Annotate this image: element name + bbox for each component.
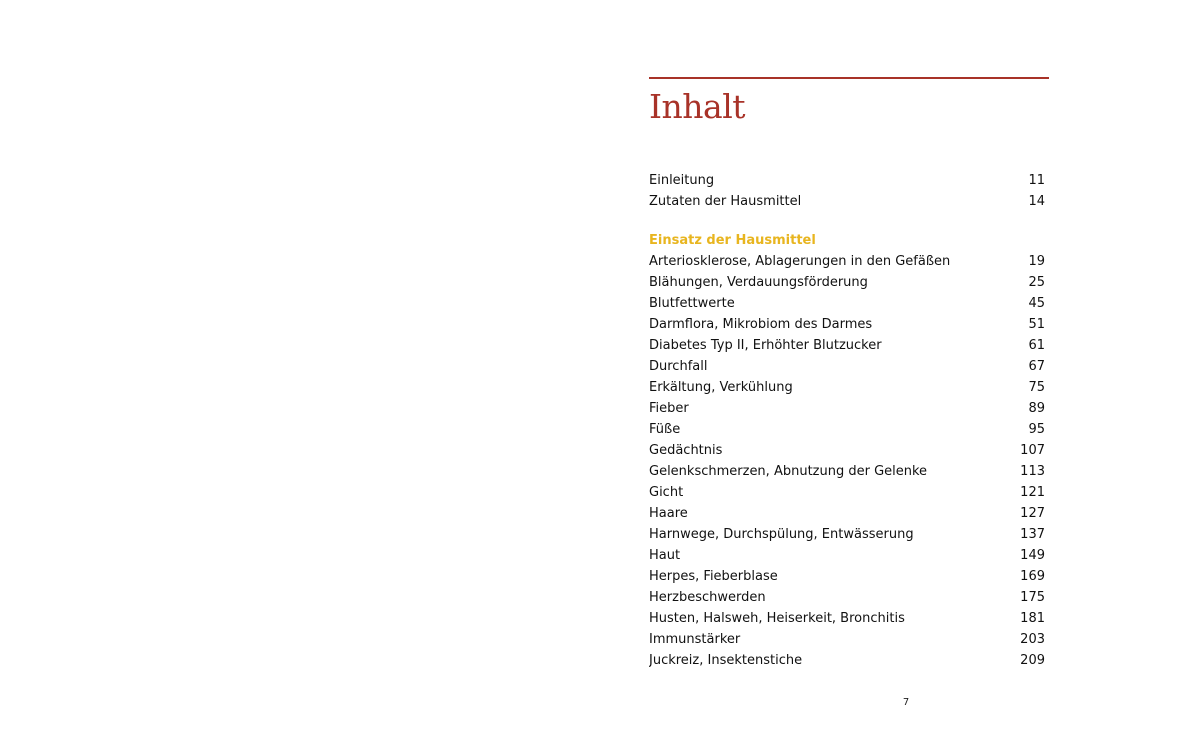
toc-entry-page: 137 [1020,527,1045,542]
toc-entry [649,650,1045,671]
toc-entry [649,482,1045,503]
toc-entry-page: 61 [1028,338,1045,353]
toc-entry-label: Erkältung, Verkühlung [649,380,793,395]
toc-entry [649,419,1045,440]
toc-entry [649,440,1045,461]
toc-entry [649,398,1045,419]
page-title: Inhalt [649,87,746,126]
toc-entry-label: Juckreiz, Insektenstiche [649,653,803,668]
toc-entry-page: 45 [1028,296,1045,311]
toc-entry-label: Arteriosklerose, Ablagerungen in den Gefäßen [649,254,951,269]
toc-entry-page: 149 [1020,548,1045,563]
toc-entry-label: Einleitung [649,173,715,188]
toc-entry [649,191,1045,212]
toc-entry-label: Haare [649,506,688,521]
toc-entry-label: Füße [649,422,681,437]
toc-entry [649,587,1045,608]
toc-entry-label: Harnwege, Durchspülung, Entwässerung [649,527,914,542]
toc-entry [649,524,1045,545]
toc-entry [649,608,1045,629]
toc-entry-label: Fieber [649,401,689,416]
toc-entry-page: 107 [1020,443,1045,458]
toc-entry-label: Diabetes Typ II, Erhöhter Blutzucker [649,338,882,353]
toc-entry-page: 11 [1028,173,1045,188]
toc-entry-label: Herpes, Fieberblase [649,569,778,584]
toc-entry [649,251,1045,272]
toc-entry-label: Herzbeschwerden [649,590,766,605]
toc-section-entries [649,251,1045,671]
toc-entry-page: 75 [1028,380,1045,395]
toc-entry-page: 127 [1020,506,1045,521]
toc-entry-label: Gedächtnis [649,443,723,458]
toc-entry-page: 14 [1028,194,1045,209]
toc-entry [649,503,1045,524]
toc-entry-page: 19 [1028,254,1045,269]
toc-entry-page: 181 [1020,611,1045,626]
toc-entry-label: Zutaten der Hausmittel [649,194,802,209]
toc-entry-label: Husten, Halsweh, Heiserkeit, Bronchitis [649,611,905,626]
toc-entry-label: Immunstärker [649,632,741,647]
toc-entry-label: Durchfall [649,359,708,374]
toc-entry-page: 169 [1020,569,1045,584]
toc-entry [649,272,1045,293]
toc-entry [649,377,1045,398]
toc-entry [649,356,1045,377]
toc-entry-page: 121 [1020,485,1045,500]
toc-entry-label: Blutfettwerte [649,296,735,311]
title-rule [649,77,1049,79]
toc-entry-page: 209 [1020,653,1045,668]
toc-entry-page: 175 [1020,590,1045,605]
toc-entry [649,170,1045,191]
page-number: 7 [902,697,910,708]
toc-entry-label: Haut [649,548,681,563]
toc-entry-label: Blähungen, Verdauungsförderung [649,275,868,290]
toc-entry-page: 113 [1020,464,1045,479]
toc-entry-page: 67 [1028,359,1045,374]
toc-entry [649,461,1045,482]
toc-entry-label: Gicht [649,485,684,500]
toc-entry [649,335,1045,356]
toc-entry [649,629,1045,650]
toc-entry-page: 51 [1028,317,1045,332]
toc-entry [649,293,1045,314]
toc-section-group [649,230,1045,671]
toc-entry [649,545,1045,566]
toc-entry-page: 25 [1028,275,1045,290]
toc-entry-page: 95 [1028,422,1045,437]
toc-entry [649,566,1045,587]
book-page-right [649,0,1049,737]
toc-entry-label: Gelenkschmerzen, Abnutzung der Gelenke [649,464,928,479]
toc-entry [649,314,1045,335]
toc-entry-page: 89 [1028,401,1045,416]
toc-entry-page: 203 [1020,632,1045,647]
toc-intro-group [649,170,1045,212]
section-heading: Einsatz der Hausmittel [649,233,816,248]
toc-entry-label: Darmflora, Mikrobiom des Darmes [649,317,873,332]
